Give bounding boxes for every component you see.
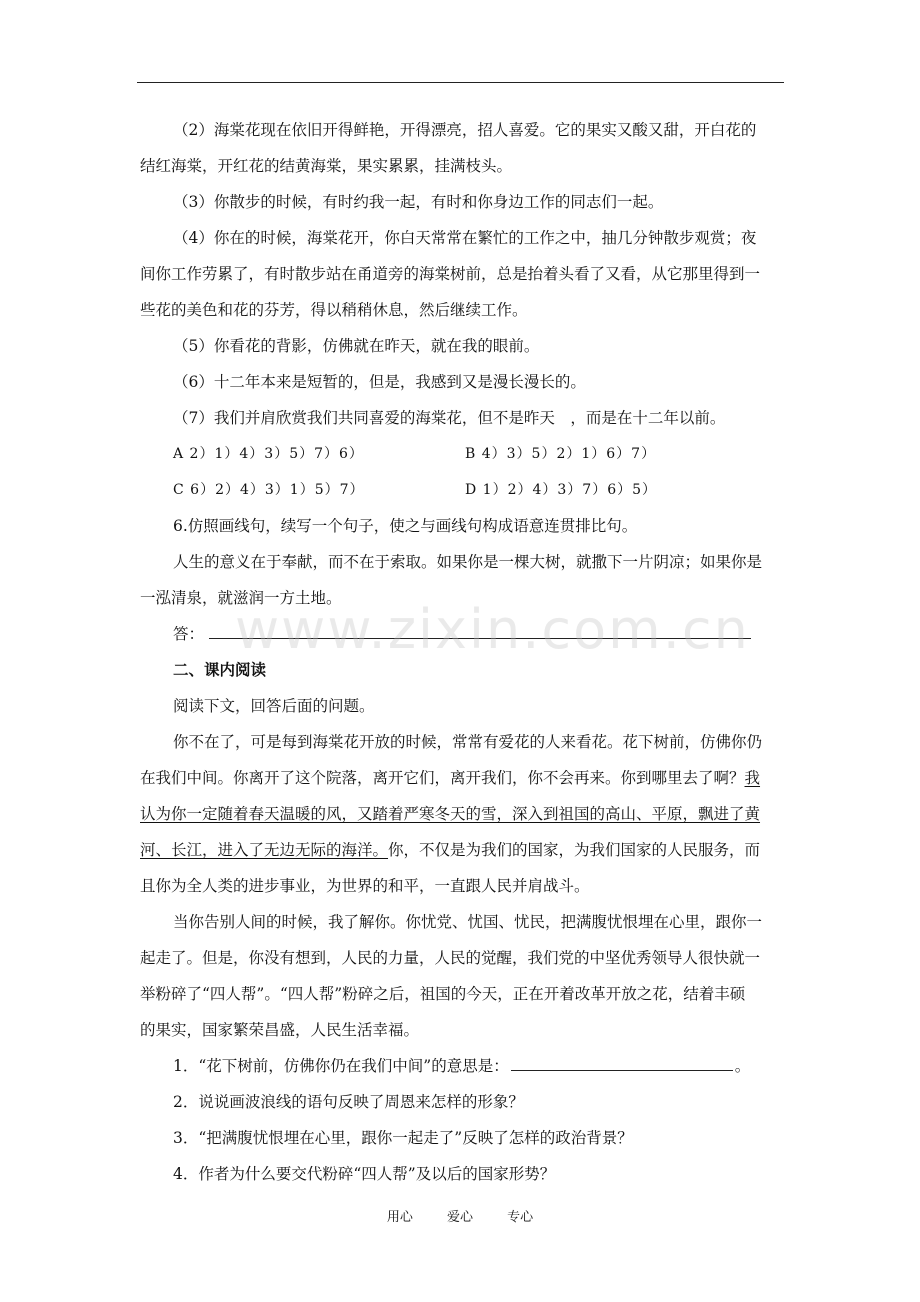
passage-para-1-line-2 <box>140 760 784 796</box>
question-6-example-line-2: 一泓清泉，就滋润一方土地。 <box>140 589 342 607</box>
passage-para-1-line-5: 且你为全人类的进步事业，为世界的和平，一直跟人民并肩战斗。 <box>140 877 590 895</box>
question-4: 4．作者为什么要交代粉碎“四人帮”及以后的国家形势？ <box>173 1165 556 1183</box>
section-heading: 二、课内阅读 <box>173 660 267 679</box>
footer-text-1: 用心 <box>386 1210 413 1225</box>
option-d: D 1）2）4）3）7）6）5） <box>465 482 658 498</box>
wavy-underlined-text: 河、长江，进入了无边无际的海洋。 <box>140 841 389 859</box>
question-1-blank[interactable] <box>511 1056 733 1071</box>
passage-para-2-line-3: 举粉碎了“四人帮”。“四人帮”粉碎之后，祖国的今天，正在开着改革开放之花，结着丰硕 <box>140 985 746 1003</box>
options-row-1 <box>140 436 784 472</box>
question-1-text: 1．“花下树前，仿佛你仍在我们中间”的意思是： <box>173 1057 509 1075</box>
passage-para-1-line-3 <box>140 796 784 832</box>
question-2: 2．说说画波浪线的语句反映了周恩来怎样的形象？ <box>173 1093 524 1111</box>
footer-text-2: 爱心 <box>446 1210 473 1225</box>
footer-text-3: 专心 <box>507 1210 534 1225</box>
page-footer <box>0 1206 920 1225</box>
item-2-cont <box>140 148 784 184</box>
item-6: （6）十二年本来是短暂的，但是，我感到又是漫长漫长的。 <box>173 373 586 391</box>
question-1 <box>140 1048 784 1084</box>
passage-para-2-line-4: 的果实，国家繁荣昌盛，人民生活幸福。 <box>140 1021 420 1039</box>
option-b: B 4）3）5）2）1）6）7） <box>465 446 657 462</box>
passage-para-1-line-4 <box>140 832 784 868</box>
answer-blank[interactable] <box>209 624 751 639</box>
passage-text: 你，不仅是为我们的国家，为我们国家的人民服务，而 <box>388 841 761 859</box>
question-1-end: 。 <box>734 1057 751 1075</box>
item-5: （5）你看花的背影，仿佛就在昨天，就在我的眼前。 <box>173 337 540 355</box>
item-2-line-2: 结红海棠，开红花的结黄海棠，果实累累，挂满枝头。 <box>140 157 513 175</box>
options-row-2 <box>140 472 784 508</box>
wavy-underlined-text: 认为你一定随着春天温暖的风，又踏着严寒冬天的雪，深入到祖国的高山、平原，飘进了黄 <box>140 805 761 823</box>
passage-para-2-line-2: 起走了。但是，你没有想到，人民的力量，人民的觉醒，我们党的中坚优秀领导人很快就一 <box>140 949 761 967</box>
watermark: www.zixin.com.cn <box>235 598 750 661</box>
passage-para-2: 当你告别人间的时候，我了解你。你忧党、忧国、忧民，把满腹忧恨埋在心里，跟你一 <box>173 913 763 931</box>
item-2 <box>140 112 784 148</box>
question-6-example: 人生的意义在于奉献，而不在于索取。如果你是一棵大树，就撒下一片阴凉；如果你是 <box>173 553 763 571</box>
answer-row <box>140 616 784 652</box>
wavy-underlined-text: 我 <box>744 769 761 787</box>
option-c: C 6）2）4）3）1）5）7） <box>173 482 365 498</box>
item-4-line-2: 间你工作劳累了，有时散步站在甬道旁的海棠树前，总是抬着头看了又看，从它那里得到一 <box>140 265 761 283</box>
answer-label: 答： <box>173 625 205 643</box>
page-content <box>140 112 784 1192</box>
passage-para-1: 你不在了，可是每到海棠花开放的时候，常常有爱花的人来看花。花下树前，仿佛你仍 <box>173 733 763 751</box>
item-7: （7）我们并肩欣赏我们共同喜爱的海棠花，但不是昨天 ，而是在十二年以前。 <box>173 409 726 427</box>
question-3: 3．“把满腹忧恨埋在心里，跟你一起走了”反映了怎样的政治背景？ <box>173 1129 633 1147</box>
item-4: （4）你在的时候，海棠花开，你白天常常在繁忙的工作之中，抽几分钟散步观赏；夜 <box>173 229 757 247</box>
reading-intro: 阅读下文，回答后面的问题。 <box>173 697 375 715</box>
item-3: （3）你散步的时候，有时约我一起，有时和你身边工作的同志们一起。 <box>173 193 664 211</box>
question-6: 6.仿照画线句，续写一个句子，使之与画线句构成语意连贯排比句。 <box>173 517 638 535</box>
item-4-line-3: 些花的美色和花的芬芳，得以稍稍休息，然后继续工作。 <box>140 301 528 319</box>
item-2-line-1: （2）海棠花现在依旧开得鲜艳，开得漂亮，招人喜爱。它的果实又酸又甜，开白花的 <box>173 121 757 139</box>
option-a: A 2）1）4）3）5）7）6） <box>173 446 364 462</box>
passage-text: 在我们中间。你离开了这个院落，离开它们，离开我们，你不会再来。你到哪里去了啊？ <box>140 769 745 787</box>
header-rule <box>137 82 784 83</box>
